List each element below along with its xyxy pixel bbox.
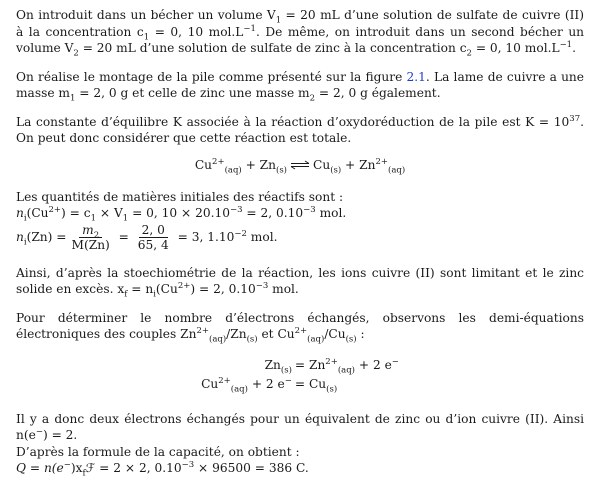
subscript: 1 <box>122 213 129 224</box>
reaction-equation <box>16 153 584 177</box>
text: . De même, on introduit dans un second bécher un volume V <box>16 24 585 55</box>
paragraph-montage <box>16 69 584 102</box>
superscript: 2+ <box>48 204 62 215</box>
text: (Cu <box>26 206 49 220</box>
subscript: (aq) <box>224 164 242 175</box>
subscript: 1 <box>90 213 97 224</box>
text: 65, 4 <box>137 237 169 252</box>
text: + Zn <box>241 157 276 172</box>
subscript: (s) <box>246 334 258 345</box>
superscript: 2+ <box>177 280 191 291</box>
superscript: − <box>35 426 43 437</box>
subscript: (s) <box>345 334 357 345</box>
figure-reference-link[interactable]: 2.1 <box>406 69 426 84</box>
text: ) = c <box>61 206 91 220</box>
paragraph-electrons <box>16 310 584 343</box>
text: m <box>82 222 94 237</box>
text: × V <box>96 206 123 220</box>
text: ℱ = 2 × 2, 0.10 <box>85 461 182 475</box>
text: = 20 mL d’une solution de sulfate de cuivre (II) à la concentration c <box>16 8 584 39</box>
subscript: 1 <box>69 93 76 104</box>
text: 2, 0 <box>139 223 168 238</box>
text: . La lame de cuivre a une masse m <box>16 69 584 100</box>
subscript: 2 <box>309 93 316 104</box>
text: n <box>16 230 24 245</box>
fraction-values <box>135 223 172 253</box>
text: /Zn <box>226 327 247 341</box>
text: + Zn <box>341 157 376 172</box>
text: Cu <box>194 157 213 172</box>
superscript: −1 <box>243 23 256 34</box>
text: /Cu <box>324 327 346 341</box>
text: Pour déterminer le nombre d’électrons échangés, observons les demi-équations électroniques des couples Zn <box>16 310 584 341</box>
superscript: 2+ <box>212 156 225 167</box>
capacity-intro: D’après la formule de la capacité, on obtient : <box>16 444 300 459</box>
text: )x <box>70 461 83 475</box>
text: = 3, 1.10 <box>173 230 235 245</box>
subscript: f <box>82 468 86 479</box>
half-equation-zinc-left: $Zn_{(s)}$ <box>264 357 292 375</box>
paragraph-limiting <box>16 265 584 298</box>
text: ) = 2. <box>42 428 78 442</box>
document-page <box>16 7 584 477</box>
subscript: 2 <box>73 48 79 59</box>
text: La constante d’équilibre K associée à la réaction d’oxydoréduction de la pile est K = 10 <box>16 114 570 129</box>
text: = 0, 10 × 20.10 <box>128 206 231 220</box>
quantity-line-copper <box>16 205 584 222</box>
superscript: 2+ <box>375 156 388 167</box>
text: (Zn) = <box>26 230 67 245</box>
superscript: −3 <box>303 204 316 215</box>
text: . <box>572 41 576 55</box>
subscript: i <box>23 213 27 224</box>
subscript: 1 <box>275 15 282 26</box>
text: M(Zn) <box>71 237 110 252</box>
subscript: 1 <box>143 31 150 42</box>
half-equations <box>16 357 584 393</box>
subscript: (s) <box>276 164 287 175</box>
subscript: i <box>153 289 156 300</box>
text: . On peut donc considérer que cette réaction est totale. <box>16 114 584 145</box>
superscript: − <box>63 459 71 470</box>
text: ) = 2, 0.10 <box>190 282 256 296</box>
text: Il y a donc deux électrons échangés pour un équivalent de zinc ou d’ion cuivre (II). Ainsi n(e <box>16 411 584 442</box>
half-equation-zinc-right: = $Zn^{2+}_{(aq)} + 2$ e− <box>294 356 399 375</box>
text: = 2, 0 g et celle de zinc une masse m <box>75 86 310 100</box>
fraction-mass-over-molar <box>69 223 113 253</box>
subscript: i <box>23 237 27 248</box>
quantity-line-zinc <box>16 223 584 253</box>
superscript: 2+ <box>196 325 209 336</box>
text: × 96500 = 386 C. <box>194 461 309 475</box>
capacity-formula <box>16 460 584 477</box>
text: mol. <box>246 230 278 245</box>
quantities-intro: Les quantités de matières initiales des réactifs sont : <box>16 189 344 204</box>
text: : <box>356 327 365 341</box>
text: = 0, 10 mol.L <box>149 24 244 39</box>
text: Cu <box>313 157 331 172</box>
paragraph-conclusion <box>16 411 584 444</box>
subscript: (s) <box>330 164 342 175</box>
text: = 0, 10 mol.L <box>471 41 560 55</box>
equilibrium-arrows-icon <box>290 160 310 170</box>
superscript: −2 <box>234 229 247 240</box>
text: = n <box>127 282 154 296</box>
text: Ainsi, d’après la stoechiométrie de la réaction, les ions cuivre (II) sont limitant et le zinc solide en excès. x <box>16 265 584 296</box>
text: et Cu <box>257 327 295 341</box>
text: = <box>114 230 133 245</box>
text: (Cu <box>155 282 178 296</box>
superscript: 37 <box>569 113 581 124</box>
subscript: f <box>124 289 128 300</box>
superscript: −3 <box>255 280 269 291</box>
text: Q = n(e <box>16 461 64 475</box>
text: = 2, 0.10 <box>242 206 304 220</box>
half-equation-copper-right: = $Cu_{(s)}$ <box>294 377 338 395</box>
superscript: −1 <box>559 39 573 50</box>
subscript: 2 <box>466 48 472 59</box>
text: = 2, 0 g également. <box>315 86 441 100</box>
subscript: 2 <box>93 229 100 240</box>
paragraph-equilibrium <box>16 114 584 147</box>
text: On introduit dans un bécher un volume V <box>16 8 276 22</box>
text: n <box>16 206 24 220</box>
subscript: (aq) <box>388 164 406 175</box>
paragraph-setup <box>16 7 584 57</box>
text: mol. <box>268 282 299 296</box>
superscript: −3 <box>230 204 243 215</box>
subscript: (aq) <box>209 334 227 345</box>
subscript: (aq) <box>307 334 325 345</box>
half-equation-copper-left: $Cu^{2+}_{(aq)} + 2$ e− <box>201 375 292 395</box>
text: On réalise le montage de la pile comme présenté sur la figure <box>16 69 407 84</box>
superscript: −3 <box>181 459 195 470</box>
text: mol. <box>315 206 347 220</box>
superscript: 2+ <box>294 325 308 336</box>
text: = 20 mL d’une solution de sulfate de zinc à la concentration c <box>78 41 467 55</box>
